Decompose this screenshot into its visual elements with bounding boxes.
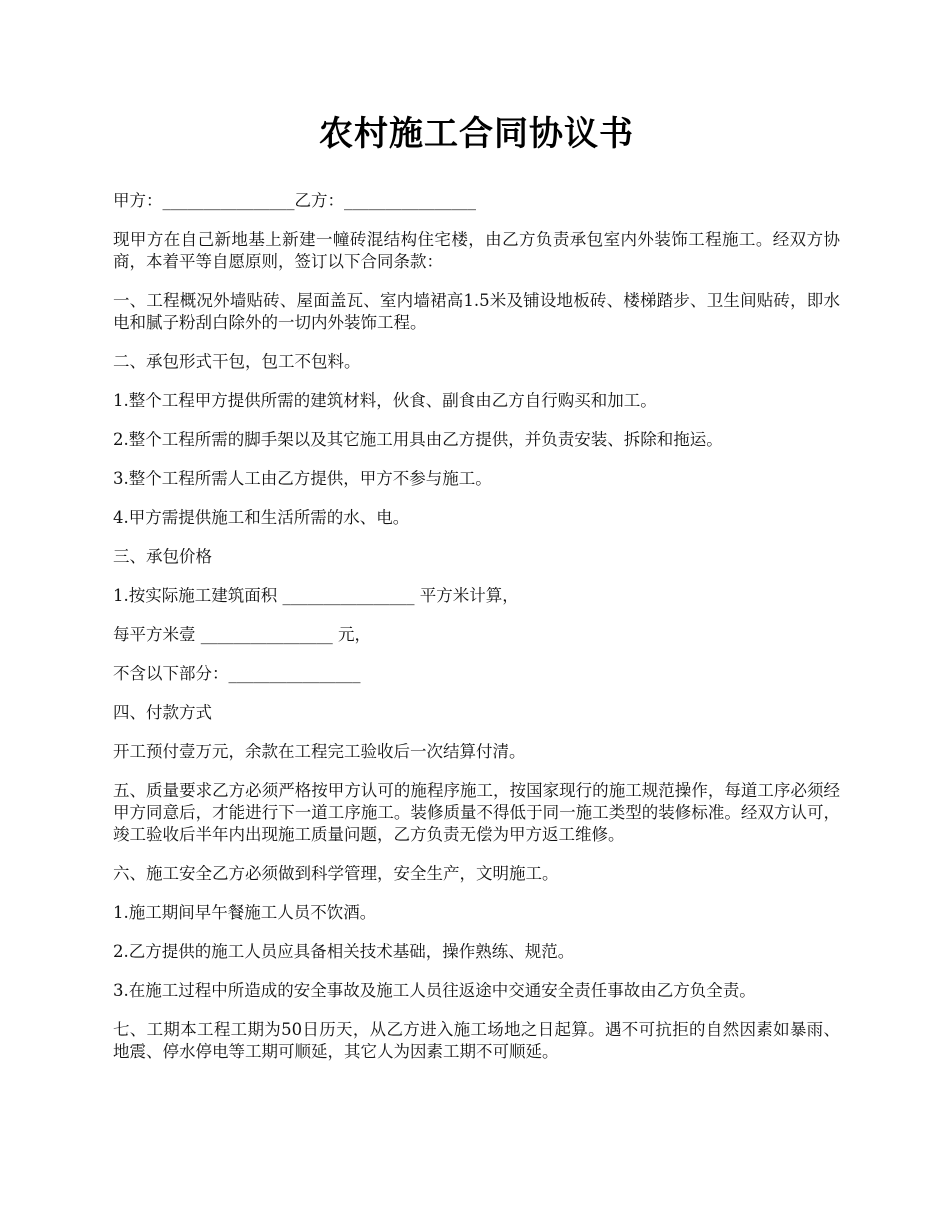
- document-page: [113, 110, 840, 1080]
- clause-2-item-2: 2.整个工程所需的脚手架以及其它施工用具由乙方提供，并负责安装、拆除和拖运。: [113, 430, 723, 449]
- clause-2-item-1: 1.整个工程甲方提供所需的建筑材料，伙食、副食由乙方自行购买和加工。: [113, 391, 657, 410]
- clause-6-item-2: 2.乙方提供的施工人员应具备相关技术基础，操作熟练、规范。: [113, 942, 575, 961]
- clause-6-item-3: 3.在施工过程中所造成的安全事故及施工人员往返途中交通安全责任事故由乙方负全责。: [113, 981, 756, 1000]
- clause-2-contract-form: 二、承包形式干包，包工不包料。: [113, 352, 361, 371]
- document-title: 农村施工合同协议书: [319, 114, 634, 154]
- clause-2-item-3: 3.整个工程所需人工由乙方提供，甲方不参与施工。: [113, 469, 492, 488]
- clause-3-item-excluded: 不含以下部分：________________: [113, 664, 361, 683]
- preamble-paragraph: 现甲方在自己新地基上新建一幢砖混结构住宅楼，由乙方负责承包室内外装饰工程施工。经双方协商，本着平等自愿原则，签订以下合同条款：: [113, 230, 840, 271]
- clause-3-item-unit-price: 每平方米壹 ________________ 元，: [113, 625, 371, 644]
- clause-3-price-heading: 三、承包价格: [113, 547, 212, 566]
- clause-4-payment-heading: 四、付款方式: [113, 703, 212, 722]
- clause-7-schedule: 七、工期本工程工期为50日历天，从乙方进入施工场地之日起算。遇不可抗拒的自然因素如暴雨、地震、停水停电等工期可顺延，其它人为因素工期不可顺延。: [113, 1020, 840, 1061]
- clause-1-project-overview: 一、工程概况外墙贴砖、屋面盖瓦、室内墙裙高1.5米及铺设地板砖、楼梯踏步、卫生间贴砖，即水电和腻子粉刮白除外的一切内外装饰工程。: [113, 291, 840, 332]
- clause-5-quality: 五、质量要求乙方必须严格按甲方认可的施程序施工，按国家现行的施工规范操作，每道工序必须经甲方同意后，才能进行下一道工序施工。装修质量不得低于同一施工类型的装修标准。经双方认可，竣工验收后半年内出现施工质量问题，乙方负责无偿为甲方返工维修。: [113, 781, 840, 844]
- clause-6-item-1: 1.施工期间早午餐施工人员不饮酒。: [113, 903, 377, 922]
- clause-4-payment-terms: 开工预付壹万元，余款在工程完工验收后一次结算付清。: [113, 742, 526, 761]
- clause-6-safety: 六、施工安全乙方必须做到科学管理，安全生产，文明施工。: [113, 864, 559, 883]
- clause-2-item-4: 4.甲方需提供施工和生活所需的水、电。: [113, 508, 410, 527]
- clause-3-item-area: 1.按实际施工建筑面积 ________________ 平方米计算，: [113, 586, 519, 605]
- party-line: 甲方：________________乙方：________________: [113, 191, 476, 210]
